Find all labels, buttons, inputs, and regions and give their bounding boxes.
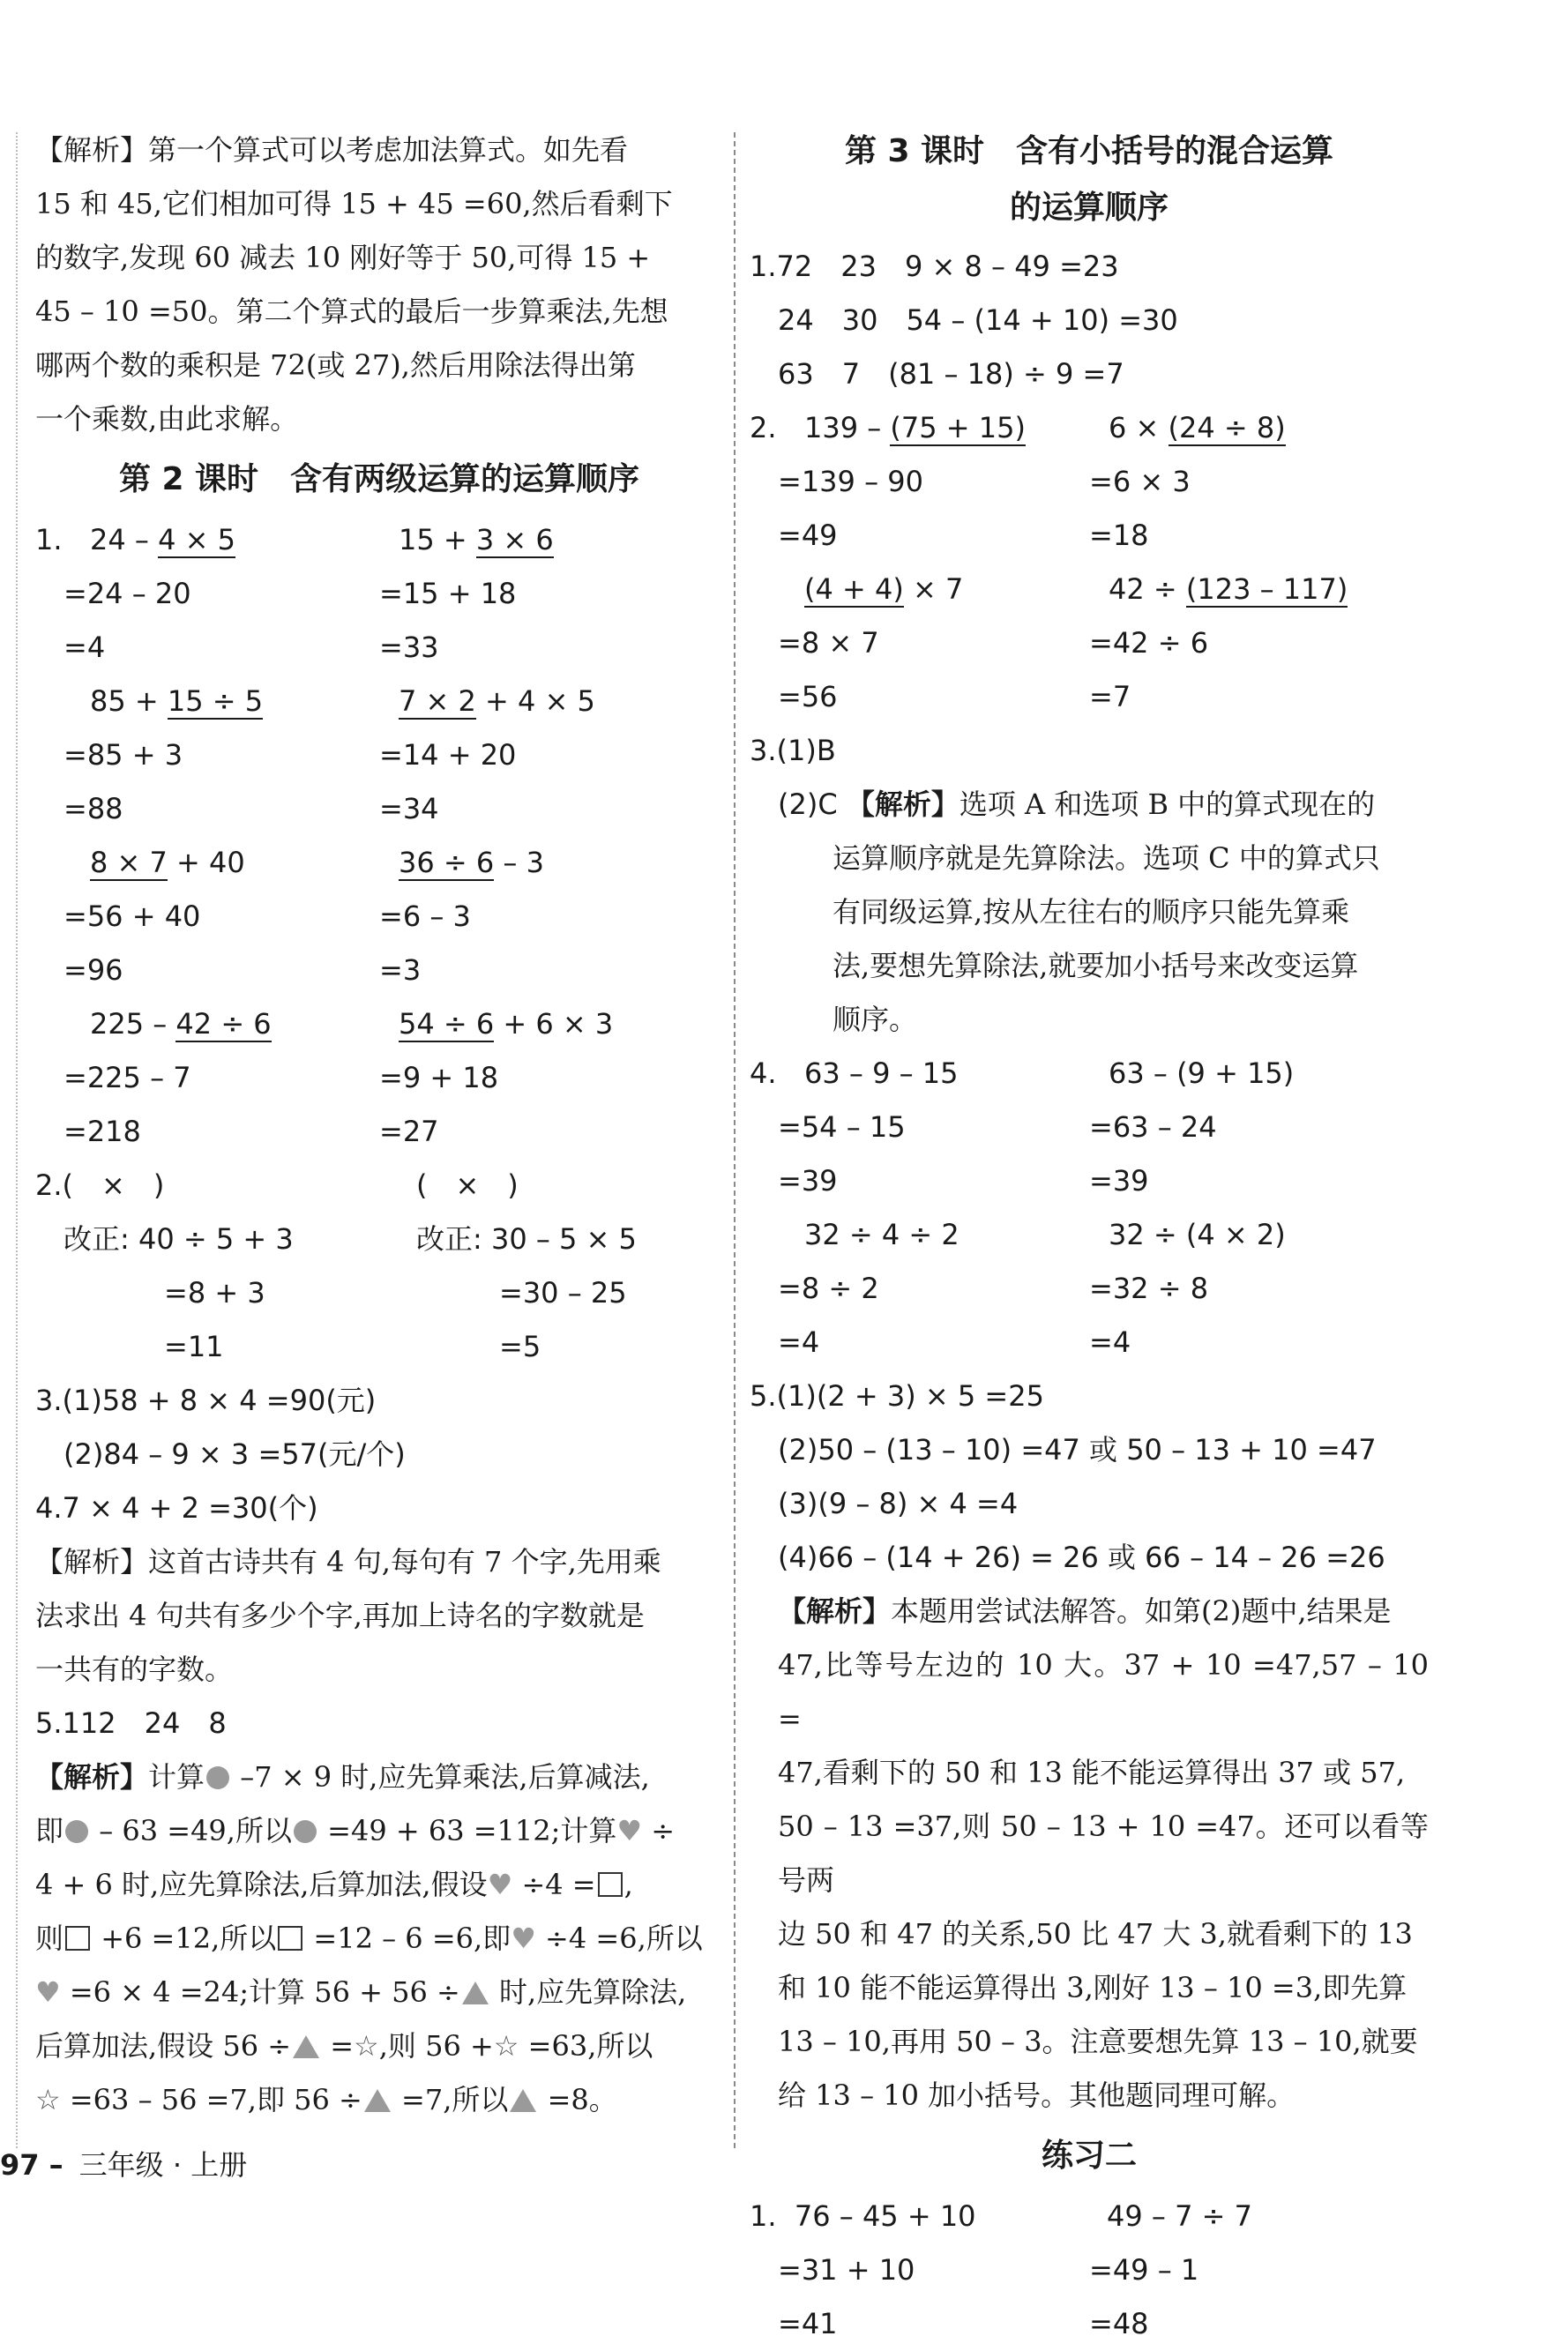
analysis-tag: 【解析】 xyxy=(778,1594,892,1628)
calc-column xyxy=(379,997,723,1159)
question-5-analysis xyxy=(35,1750,723,2127)
calc-column xyxy=(750,1047,1089,1208)
calc-step: =32 ÷ 8 xyxy=(1089,1272,1209,1305)
analysis-line: 【解析】这首古诗共有 4 句,每句有 7 个字,先用乘 xyxy=(35,1545,661,1579)
calc-step: =27 xyxy=(379,1115,439,1148)
calc-step: =88 xyxy=(63,792,123,825)
calc-expression xyxy=(750,563,1089,616)
analysis-line: 法,要想先算除法,就要加小括号来改变运算 xyxy=(833,949,1359,982)
calc-pair xyxy=(750,1208,1429,1370)
calc-pair xyxy=(750,1047,1429,1208)
analysis-text: =49 + 63 =112;计算 xyxy=(317,1814,617,1847)
analysis-text: , xyxy=(623,1868,633,1901)
grade-label: 三年级 · 上册 xyxy=(78,2148,248,2182)
calc-step: 76 – 45 + 10 xyxy=(794,2199,976,2233)
expression-part: + 40 xyxy=(167,846,245,879)
question-number: 4. xyxy=(750,1056,777,1090)
intro-line: 15 和 45,它们相加可得 15 + 45 =60,然后看剩下 xyxy=(35,187,673,220)
calc-step: =7 xyxy=(1089,680,1131,713)
lesson-2-heading: 第 2 课时 含有两级运算的运算顺序 xyxy=(118,461,640,497)
star-icon: ☆ xyxy=(354,2029,379,2063)
intro-line: 哪两个数的乘积是 72(或 27),然后用除法得出第 xyxy=(35,348,636,382)
calc-step: =49 xyxy=(778,519,838,552)
calc-column xyxy=(35,997,379,1159)
calc-step: =9 + 18 xyxy=(379,1061,499,1094)
analysis-text: =12 – 6 =6,即 xyxy=(304,1922,511,1955)
heart-icon: ♥ xyxy=(487,1868,513,1901)
calc-column xyxy=(379,675,723,836)
expression-part: + 4 × 5 xyxy=(475,684,595,718)
question-3-part-2 xyxy=(750,778,1429,832)
calc-step: 30 – 5 × 5 xyxy=(490,1222,637,1256)
analysis-text: =6 × 4 =24;计算 56 + 56 ÷ xyxy=(60,1975,460,2009)
calc-column xyxy=(1089,563,1429,724)
underlined-part: 42 ÷ 6 xyxy=(175,1007,272,1041)
question-5-answer: 5.112 24 8 xyxy=(35,1706,227,1740)
calc-step: =49 – 1 xyxy=(1089,2253,1199,2287)
analysis-text: ÷ xyxy=(642,1814,676,1847)
calc-step: =24 – 20 xyxy=(63,577,191,610)
calc-step: =85 + 3 xyxy=(63,738,183,772)
footer-dash: – xyxy=(49,2148,63,2182)
calc-step: =96 xyxy=(63,953,123,987)
calc-step: =39 xyxy=(778,1164,838,1198)
calc-blocks xyxy=(750,401,1429,724)
calc-blocks xyxy=(35,513,723,1159)
calc-pair xyxy=(750,563,1429,724)
calc-step: =18 xyxy=(1089,519,1149,552)
expression-part: 15 + xyxy=(399,523,476,556)
page-number: 97 xyxy=(0,2148,40,2182)
question-1-right: 24 30 54 – (14 + 10) =30 xyxy=(778,303,1178,337)
analysis-text: 4 + 6 时,应先算除法,后算加法,假设 xyxy=(35,1868,488,1901)
calc-column xyxy=(379,513,723,675)
underlined-part: (4 + 4) xyxy=(804,572,904,606)
calc-step: =4 xyxy=(1089,1325,1131,1359)
column-divider xyxy=(734,132,735,2148)
judgement-mark: ( × ) xyxy=(416,1168,519,1202)
expression-part: 85 + xyxy=(90,684,168,718)
calc-expression: 63 – (9 + 15) xyxy=(1109,1056,1295,1090)
intro-analysis xyxy=(35,123,723,446)
triangle-icon xyxy=(364,2089,391,2112)
analysis-text: 选项 A 和选项 B 中的算式现在的 xyxy=(959,787,1376,821)
calc-step: =4 xyxy=(778,1325,820,1359)
analysis-text: ÷4 =6,所以 xyxy=(535,1922,703,1955)
underlined-part: 15 ÷ 5 xyxy=(167,684,264,718)
underlined-part: 54 ÷ 6 xyxy=(399,1007,495,1041)
question-number: 1. xyxy=(35,523,63,556)
calc-expression xyxy=(379,997,723,1051)
option-answer: (2)C xyxy=(778,787,838,821)
question-1-left xyxy=(35,513,723,1159)
analysis-text: =8。 xyxy=(538,2083,617,2116)
analysis-text: ÷4 = xyxy=(512,1868,596,1901)
heart-icon: ♥ xyxy=(35,1975,61,2009)
fix-label: 改正: xyxy=(63,1222,130,1256)
calc-step: =11 xyxy=(164,1330,224,1363)
analysis-text: 后算加法,假设 56 ÷ xyxy=(35,2029,292,2063)
question-3-part-2: (2)84 – 9 × 3 =57(元/个) xyxy=(63,1437,406,1471)
calc-column xyxy=(750,401,1089,563)
calc-expression xyxy=(1089,563,1429,616)
calc-expression xyxy=(35,997,379,1051)
calc-column xyxy=(35,836,379,997)
heart-icon: ♥ xyxy=(511,1922,536,1955)
underlined-part: 4 × 5 xyxy=(158,523,235,556)
calc-expression xyxy=(379,675,723,728)
expression-part: + 6 × 3 xyxy=(494,1007,614,1041)
analysis-line: 运算顺序就是先算除法。选项 C 中的算式只 xyxy=(833,841,1380,875)
calc-column xyxy=(750,1208,1089,1370)
calc-pair xyxy=(35,513,723,675)
analysis-text: = xyxy=(321,2029,355,2063)
analysis-text: 即 xyxy=(35,1814,64,1847)
calc-pair xyxy=(35,836,723,997)
calc-column xyxy=(750,563,1089,724)
question-4-answer: 4.7 × 4 + 2 =30(个) xyxy=(35,1491,318,1525)
exercise-2-heading: 练习二 xyxy=(1041,2138,1137,2174)
calc-column xyxy=(1089,1047,1429,1208)
analysis-line: 50 – 13 =37,则 50 – 13 + 10 =47。还可以看等号两 xyxy=(778,1810,1429,1897)
calc-step: =56 + 40 xyxy=(63,899,201,933)
calc-step: =8 ÷ 2 xyxy=(778,1272,879,1305)
question-1-right: 1.72 23 9 × 8 – 49 =23 xyxy=(750,250,1119,283)
analysis-line: 边 50 和 47 的关系,50 比 47 大 3,就看剩下的 13 xyxy=(778,1917,1413,1951)
analysis-text: ,则 56 + xyxy=(378,2029,494,2063)
underlined-part: 7 × 2 xyxy=(399,684,476,718)
calc-blocks xyxy=(750,1047,1429,1370)
calc-expression xyxy=(1089,401,1429,455)
question-5-part: (2)50 – (13 – 10) =47 或 50 – 13 + 10 =47 xyxy=(778,1433,1377,1467)
calc-pair xyxy=(750,401,1429,563)
circle-icon xyxy=(206,1766,229,1789)
calc-expression xyxy=(379,513,723,567)
question-3-part-1: 3.(1)58 + 8 × 4 =90(元) xyxy=(35,1384,377,1417)
calc-step: =30 – 25 xyxy=(499,1276,627,1310)
calc-step: 40 ÷ 5 + 3 xyxy=(138,1222,294,1256)
question-5-part: 5.(1)(2 + 3) × 5 =25 xyxy=(750,1379,1044,1413)
analysis-line: 顺序。 xyxy=(833,1003,918,1036)
analysis-tag: 【解析】 xyxy=(846,787,959,821)
analysis-text: –7 × 9 时,应先算乘法,后算减法, xyxy=(231,1760,650,1794)
calc-column xyxy=(1089,1208,1429,1370)
calc-step: =34 xyxy=(379,792,439,825)
right-column xyxy=(750,123,1429,2351)
underlined-part: 3 × 6 xyxy=(475,523,554,556)
calc-expression xyxy=(379,836,723,890)
underlined-part: 36 ÷ 6 xyxy=(399,846,495,879)
calc-step: =8 + 3 xyxy=(164,1276,265,1310)
calc-step: =41 xyxy=(778,2307,838,2340)
question-number: 2. xyxy=(35,1168,63,1202)
calc-column xyxy=(35,513,379,675)
calc-step: 49 – 7 ÷ 7 xyxy=(1107,2199,1252,2233)
expression-part: 42 ÷ xyxy=(1109,572,1186,606)
star-icon: ☆ xyxy=(35,2083,61,2116)
lesson-3-heading-cont: 的运算顺序 xyxy=(1009,190,1169,226)
expression-part: 24 – xyxy=(90,523,159,556)
underlined-part: (123 – 117) xyxy=(1185,572,1348,606)
calc-step: =54 – 15 xyxy=(778,1110,906,1144)
heart-icon: ♥ xyxy=(616,1814,643,1847)
calc-step: =56 xyxy=(778,680,838,713)
expression-part: 225 – xyxy=(90,1007,176,1041)
calc-step: =15 + 18 xyxy=(379,577,517,610)
analysis-line: 法求出 4 句共有多少个字,再加上诗名的字数就是 xyxy=(35,1599,645,1632)
analysis-text: =63 – 56 =7,即 56 ÷ xyxy=(60,2083,362,2116)
analysis-text: 计算 xyxy=(148,1760,205,1794)
analysis-line: 和 10 能不能运算得出 3,刚好 13 – 10 =3,即先算 xyxy=(778,1971,1407,2004)
analysis-line: 47,看剩下的 50 和 13 能不能运算得出 37 或 57, xyxy=(778,1756,1406,1789)
left-column xyxy=(35,123,723,2127)
calc-step: =39 xyxy=(1089,1164,1149,1198)
fix-label: 改正: xyxy=(416,1222,482,1256)
calc-expression: 63 – 9 – 15 xyxy=(804,1056,959,1090)
underlined-part: (75 + 15) xyxy=(890,411,1026,444)
analysis-text: +6 =12,所以 xyxy=(92,1922,277,1955)
triangle-icon xyxy=(462,1982,489,2004)
analysis-line: 47,比等号左边的 10 大。37 + 10 =47,57 – 10 = xyxy=(778,1648,1429,1735)
calc-step: =5 xyxy=(499,1330,541,1363)
analysis-line: 一共有的字数。 xyxy=(35,1653,234,1686)
analysis-line: 给 13 – 10 加小括号。其他题同理可解。 xyxy=(778,2079,1295,2112)
square-icon xyxy=(278,1926,302,1951)
calc-step: =31 + 10 xyxy=(778,2253,915,2287)
underlined-part: 8 × 7 xyxy=(90,846,168,879)
calc-step: =3 xyxy=(379,953,422,987)
calc-expression: 32 ÷ (4 × 2) xyxy=(1109,1218,1286,1251)
triangle-icon xyxy=(510,2089,536,2112)
calc-step: =14 + 20 xyxy=(379,738,517,772)
intro-line: 的数字,发现 60 减去 10 刚好等于 50,可得 15 + xyxy=(35,241,651,274)
question-2-right xyxy=(750,401,1429,724)
circle-icon xyxy=(294,1820,317,1843)
question-3-part-1: 3.(1)B xyxy=(750,734,836,767)
margin-guide xyxy=(16,132,18,2148)
question-1-right: 63 7 (81 – 18) ÷ 9 =7 xyxy=(778,357,1124,391)
calc-step: =218 xyxy=(63,1115,141,1148)
calc-expression xyxy=(750,401,1089,455)
calc-expression xyxy=(35,836,379,890)
intro-line: 一个乘数,由此求解。 xyxy=(35,402,299,436)
calc-step: =42 ÷ 6 xyxy=(1089,626,1209,660)
analysis-text: 则 xyxy=(35,1922,64,1955)
question-2-left xyxy=(35,1159,723,1374)
calc-column xyxy=(35,675,379,836)
judgement-mark: ( × ) xyxy=(62,1168,165,1202)
calc-step: =6 × 3 xyxy=(1089,465,1191,498)
calc-step: =48 xyxy=(1089,2307,1149,2340)
analysis-text: – 63 =49,所以 xyxy=(90,1814,292,1847)
calc-expression xyxy=(35,513,379,567)
exercise-1 xyxy=(750,2190,1429,2351)
question-4-right xyxy=(750,1047,1429,1370)
lesson-3-heading: 第 3 课时 含有小括号的混合运算 xyxy=(844,133,1334,169)
question-5-analysis xyxy=(750,1585,1429,1638)
question-5-part: (4)66 – (14 + 26) = 26 或 66 – 14 – 26 =26 xyxy=(778,1541,1385,1574)
circle-icon xyxy=(65,1820,88,1843)
intro-line: 45 – 10 =50。第二个算式的最后一步算乘法,先想 xyxy=(35,295,668,328)
square-icon xyxy=(598,1872,623,1897)
calc-step: =4 xyxy=(63,631,106,664)
question-4-analysis xyxy=(35,1535,723,1697)
expression-part: 6 × xyxy=(1109,411,1169,444)
calc-column xyxy=(1089,401,1429,563)
question-5-part: (3)(9 – 8) × 4 =4 xyxy=(778,1487,1019,1520)
calc-expression: 32 ÷ 4 ÷ 2 xyxy=(804,1218,959,1251)
intro-line: 【解析】第一个算式可以考虑加法算式。如先看 xyxy=(35,133,629,167)
underlined-part: (24 ÷ 8) xyxy=(1168,411,1286,444)
expression-part: × 7 xyxy=(903,572,964,606)
calc-pair xyxy=(35,675,723,836)
question-number: 1. xyxy=(750,2199,777,2233)
expression-part: – 3 xyxy=(494,846,544,879)
square-icon xyxy=(65,1926,90,1951)
analysis-tag: 【解析】 xyxy=(35,1760,149,1794)
calc-step: =6 – 3 xyxy=(379,899,471,933)
calc-step: =8 × 7 xyxy=(778,626,879,660)
analysis-text: 本题用尝试法解答。如第(2)题中,结果是 xyxy=(891,1594,1392,1628)
calc-step: =139 – 90 xyxy=(778,465,923,498)
analysis-text: =7,所以 xyxy=(392,2083,509,2116)
question-number: 2. xyxy=(750,411,777,444)
page-footer xyxy=(0,2143,247,2183)
calc-step: =63 – 24 xyxy=(1089,1110,1217,1144)
triangle-icon xyxy=(293,2035,319,2058)
analysis-line: 13 – 10,再用 50 – 3。注意要想先算 13 – 10,就要 xyxy=(778,2025,1418,2058)
analysis-line: 有同级运算,按从左往右的顺序只能先算乘 xyxy=(833,895,1350,929)
analysis-text: 时,应先算除法, xyxy=(489,1975,687,2009)
calc-step: =225 – 7 xyxy=(63,1061,191,1094)
calc-step: =33 xyxy=(379,631,439,664)
calc-expression xyxy=(35,675,379,728)
expression-part: 139 – xyxy=(804,411,891,444)
calc-column xyxy=(379,836,723,997)
star-icon: ☆ xyxy=(493,2029,519,2063)
calc-pair xyxy=(35,997,723,1159)
analysis-text: =63,所以 xyxy=(519,2029,653,2063)
